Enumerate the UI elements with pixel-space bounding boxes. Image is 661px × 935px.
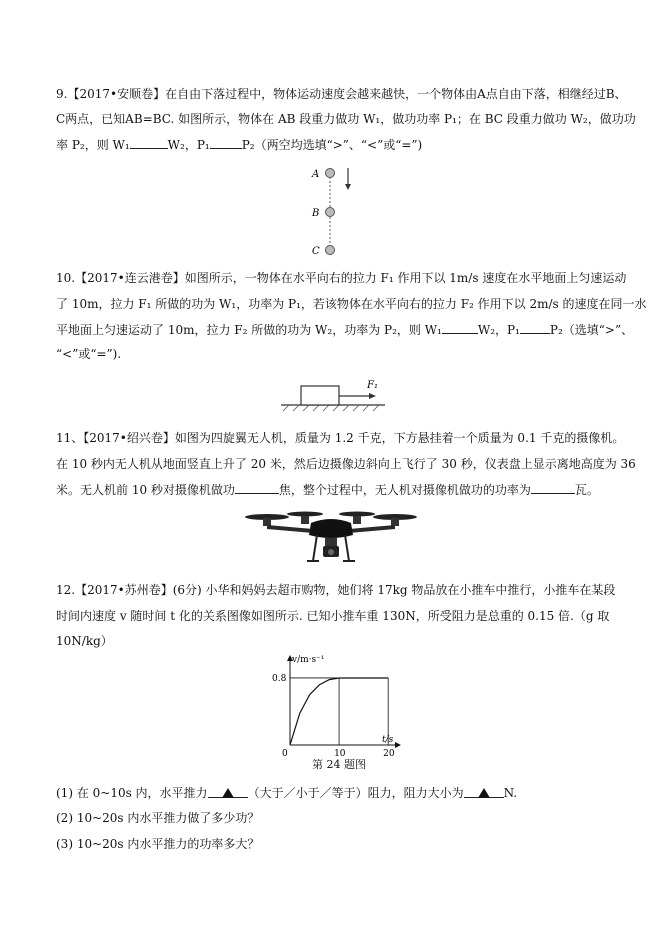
q12-figure-caption: 第 24 题图 [312, 758, 366, 771]
q10-force-arrowhead-icon [369, 393, 376, 399]
q10-blank-2[interactable] [520, 321, 550, 334]
q10-line-1: 10.【2017•连云港卷】如图所示，一物体在水平向右的拉力 F₁ 作用下以 1m/s 速度在水平地面上匀速运动 [56, 271, 627, 285]
q11-gimbal [325, 538, 337, 546]
q12-sub-1 [56, 785, 517, 801]
q11-line-1: 11、【2017•绍兴卷】如图为四旋翼无人机，质量为 1.2 千克，下方悬挂着一个质量为 0.1 千克的摄像机。 [56, 431, 625, 445]
x-tick-0: 0 [282, 749, 288, 759]
q11-line-3 [56, 481, 599, 498]
q12-blank-1[interactable] [208, 785, 248, 798]
q11-camera-lens [328, 549, 334, 555]
q10-text-a: 平地面上匀速运动了 10m，拉力 F₂ 所做的功为 W₂，功率为 P₂，则 W₁ [56, 323, 442, 337]
q11-motor-2 [301, 516, 309, 524]
q9-label-a: A [312, 169, 320, 180]
q10-block-force-figure [275, 372, 405, 416]
q10-text-c: P₂（选填“>”、 [549, 323, 634, 337]
q11-motor-3 [353, 516, 361, 524]
x-axis-label: t/s [382, 735, 394, 745]
q9-line-1: 9.【2017•安顺卷】在自由下落过程中，物体运动速度会越来越快，一个物体由A点自由下落，相继经过B、 [56, 87, 627, 101]
q11-line-2: 在 10 秒内无人机从地面竖直上升了 20 米，然后边摄像边斜向上飞行了 30 秒，仪表盘上显示离地高度为 36 [56, 457, 636, 471]
q9-label-b: B [312, 208, 320, 219]
q11-text-c: 瓦。 [574, 483, 599, 497]
q11-blank-1[interactable] [235, 481, 279, 494]
y-axis-label: v/m·s⁻¹ [292, 655, 325, 665]
q11-leg-right [345, 535, 349, 561]
q10-line-3 [56, 321, 633, 338]
q12-sub1-text-a: (1) 在 0~10s 内，水平推力 [56, 786, 208, 800]
q9-text-a: 率 P₂，则 W₁ [56, 138, 130, 152]
q11-drone-body [309, 519, 353, 538]
q11-text-a: 米。无人机前 10 秒对摄像机做功 [56, 483, 235, 497]
q12-line-3: 10N/kg） [56, 634, 113, 648]
triangle-icon [222, 788, 234, 798]
q10-line-2: 了 10m，拉力 F₁ 所做的功为 W₁，功率为 P₁，若该物体在水平向右的拉力 F₂ 作用下以 2m/s 的速度在同一水 [56, 297, 647, 311]
q12-sub1-text-b: （大于／小于／等于）阻力，阻力大小为 [247, 786, 464, 800]
q9-arrow-head-icon [345, 184, 351, 190]
x-tick-10: 10 [334, 749, 346, 759]
q12-sub-3: (3) 10~20s 内水平推力的功率多大？ [56, 837, 260, 851]
q11-rotor-left-inner [287, 512, 323, 517]
q12-line-1: 12.【2017•苏州卷】(6分) 小华和妈妈去超市购物，她们将 17kg 物品放在小推车中推行，小推车在某段 [56, 583, 616, 597]
q10-force-label: F₁ [367, 380, 378, 391]
q10-ground-hatch [283, 405, 379, 411]
q10-text-b: W₂，P₁ [477, 323, 520, 337]
q12-line-2: 时间内速度 v 随时间 t 化的关系图像如图所示. 已知小推车重 130N，所受阻力是总重的 0.15 倍.（g 取 [56, 609, 610, 623]
q10-block [301, 386, 339, 405]
q11-motor-1 [263, 518, 271, 526]
q11-drone-image [243, 505, 419, 567]
q9-line-2: C两点，已知AB=BC. 如图所示，物体在 AB 段重力做功 W₁，做功功率 P₁；在 BC 段重力做功 W₂，做功功 [56, 112, 636, 126]
q11-motor-4 [391, 518, 399, 526]
q12-sub-2: (2) 10~20s 内水平推力做了多少功？ [56, 811, 260, 825]
q10-blank-1[interactable] [442, 321, 478, 334]
q11-leg-left [313, 535, 317, 561]
q12-blank-2[interactable] [464, 785, 504, 798]
q9-falling-ball-figure [300, 160, 360, 260]
q9-blank-1[interactable] [130, 136, 168, 149]
triangle-icon [478, 788, 490, 798]
q10-line-4: “<”或“=”). [56, 347, 122, 361]
q11-rotor-right-inner [339, 512, 375, 517]
q9-ball-a [326, 169, 335, 178]
q9-blank-2[interactable] [210, 136, 242, 149]
q12-sub1-text-c: N. [503, 786, 518, 800]
x-tick-20: 20 [383, 749, 395, 759]
q9-ball-b [326, 208, 335, 217]
q9-text-b: W₂，P₁ [167, 138, 210, 152]
q9-text-c: P₂（两空均选填“>”、“<”或“=”) [241, 138, 423, 152]
q9-ball-c [326, 246, 335, 255]
q9-label-c: C [312, 246, 320, 257]
q12-vt-chart [270, 650, 410, 760]
q11-text-b: 焦，整个过程中，无人机对摄像机做功的功率为 [278, 483, 531, 497]
q9-line-3 [56, 136, 422, 153]
y-tick-0.8: 0.8 [272, 673, 287, 684]
q11-blank-2[interactable] [531, 481, 575, 494]
